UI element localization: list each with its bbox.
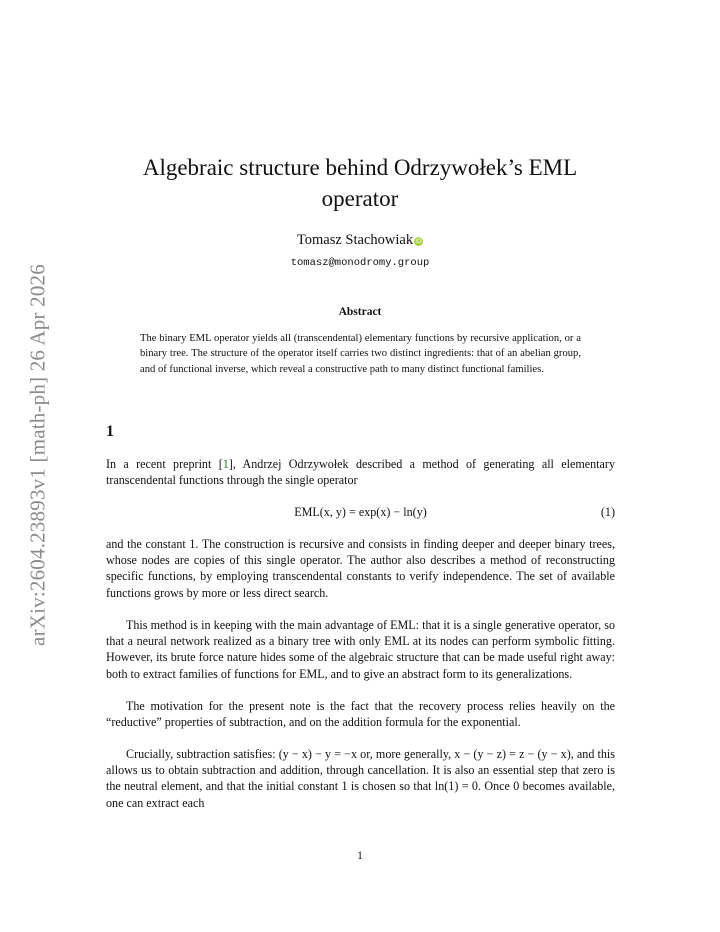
paragraph-method: This method is in keeping with the main advantage of EML: that it is a single generative operator, so that a neural network realized as a binary tree with only EML at its nodes can perform symbolic fitting. However, its brute force nature hides some of the algebraic structure that can be made useful right away: both to extract families of functions for EML, and to give an abstract form to its generalizations. bbox=[106, 618, 615, 681]
equation-1 bbox=[106, 505, 615, 523]
abstract-body: The binary EML operator yields all (transcendental) elementary functions by recursive application, or a binary tree. The structure of the operator itself carries two distinct ingredients: that of an abelian group, and of functional inverse, which reveal a constructive path to many distinct functional families. bbox=[140, 333, 581, 375]
author-email: tomasz@monodromy.group bbox=[290, 257, 430, 269]
paragraph-motivation: The motivation for the present note is the fact that the recovery process relies heavily on the “reductive” properties of subtraction, and on the addition formula for the exponential. bbox=[106, 699, 615, 730]
title-line-2: operator bbox=[321, 186, 399, 211]
intro-text-end: ], Andrzej Odrzywołek described a method of generating all elementary transcendental functions through the single operator bbox=[106, 457, 615, 488]
intro-paragraph bbox=[106, 456, 615, 488]
paragraph-subtraction: Crucially, subtraction satisfies: (y − x) − y = −x or, more generally, x − (y − z) = z − (y − x), and this allows us to obtain subtraction and addition, through cancellation. It is also an essential step that zero is the neutral element, and that the initial constant 1 is chosen so that ln(1) = 0. Once 0 becomes available, one can extract each bbox=[106, 747, 615, 810]
equation-formula: EML(x, y) = exp(x) − ln(y) bbox=[294, 505, 427, 519]
title-line-1: Algebraic structure behind Odrzywołek’s EML bbox=[142, 155, 578, 180]
paragraph-after-equation: and the constant 1. The construction is recursive and consists in finding deeper and deeper binary trees, whose nodes are copies of this single operator. The author also describes a method of reconstructing specific functions, by employing transcendental constants to verify independence. The set of available functions grows by more or less direct search. bbox=[106, 537, 615, 600]
paper-title bbox=[100, 152, 620, 214]
arxiv-identifier-stamp: arXiv:2604.23893v1 [math-ph] 26 Apr 2026 bbox=[25, 264, 50, 646]
equation-number: (1) bbox=[600, 505, 615, 519]
author-name: Tomasz Stachowiak bbox=[296, 232, 414, 248]
intro-text-start: In a recent preprint [ bbox=[106, 457, 223, 471]
page-number: 1 bbox=[357, 850, 363, 862]
author-line bbox=[100, 232, 620, 249]
orcid-icon[interactable]: iD bbox=[415, 238, 422, 245]
section-heading: 1 bbox=[106, 423, 114, 440]
citation-link[interactable]: 1 bbox=[222, 457, 229, 471]
abstract-heading: Abstract bbox=[338, 306, 382, 318]
